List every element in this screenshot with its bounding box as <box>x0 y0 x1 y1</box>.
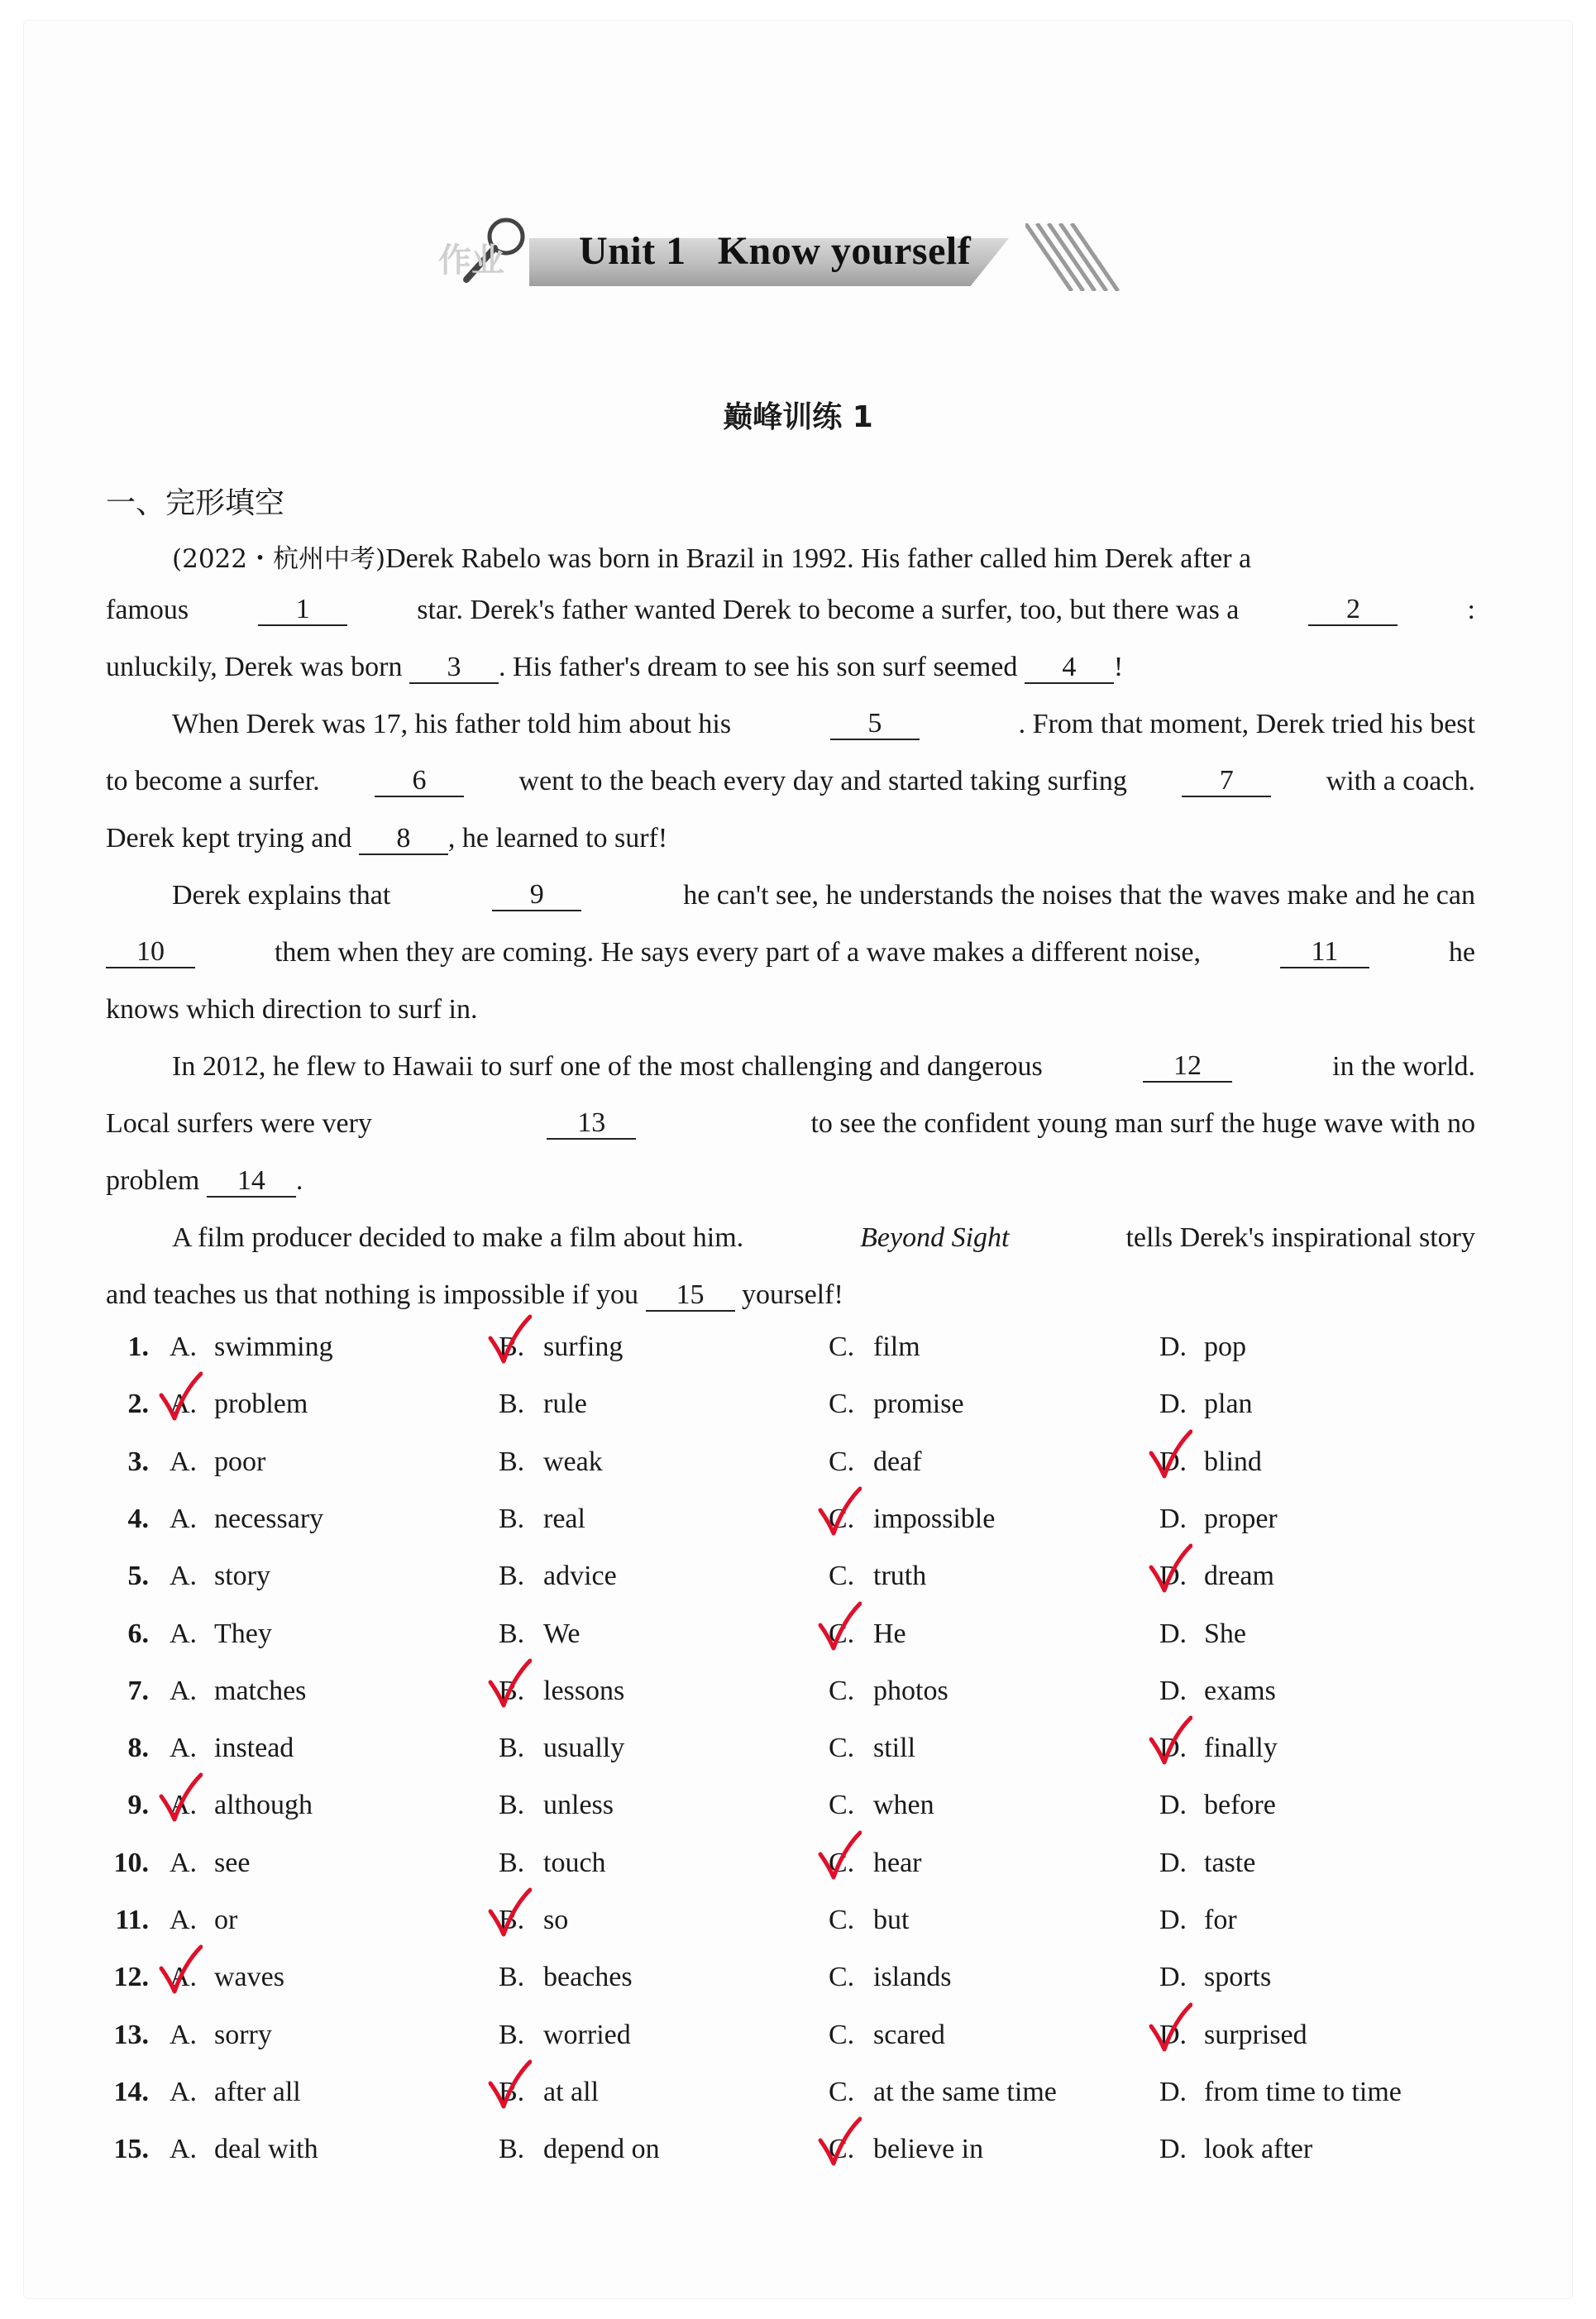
option-text: see <box>214 1847 251 1878</box>
option-letter: A. <box>170 1905 198 1935</box>
option-text: when <box>873 1790 934 1821</box>
passage-line <box>106 538 1475 575</box>
option-d[interactable] <box>1159 1619 1246 1650</box>
option-text: rule <box>543 1389 587 1420</box>
option-text: sports <box>1204 1962 1272 1993</box>
unit-title <box>579 228 971 274</box>
question-number: 6. <box>127 1618 149 1649</box>
option-c[interactable] <box>829 1676 949 1707</box>
passage-text: unluckily, Derek was born <box>106 652 403 682</box>
passage-text: When Derek was 17, his father told him about his <box>172 709 732 739</box>
option-letter: D. <box>1159 1847 1187 1878</box>
check-mark-icon <box>487 1313 532 1366</box>
option-a[interactable] <box>170 1504 323 1535</box>
option-letter: C. <box>829 1446 855 1477</box>
option-text: promise <box>873 1389 964 1420</box>
question-row <box>0 1733 1596 1782</box>
passage-text: went to the beach every day and started taking surfing <box>518 766 1127 796</box>
passage-line <box>106 994 478 1026</box>
option-letter: A. <box>170 1332 198 1362</box>
check-mark-icon <box>1148 1542 1192 1595</box>
question-number: 14. <box>113 2076 149 2107</box>
option-text: matches <box>214 1675 307 1706</box>
blank-2: 2 <box>1308 595 1398 626</box>
option-text: lessons <box>543 1675 625 1706</box>
option-text: believe in <box>873 2134 984 2165</box>
option-text: deal with <box>214 2134 318 2165</box>
option-a[interactable] <box>170 2077 301 2108</box>
option-a[interactable] <box>170 1332 333 1363</box>
question-number: 7. <box>127 1675 149 1706</box>
svg-text:作业: 作业 <box>438 241 504 280</box>
question-row <box>0 2134 1596 2183</box>
blank-5: 5 <box>830 709 920 740</box>
option-text: sorry <box>214 2019 272 2050</box>
option-c[interactable] <box>829 1733 915 1764</box>
option-text: advice <box>543 1561 617 1592</box>
option-text: proper <box>1204 1503 1278 1534</box>
question-row <box>0 1848 1596 1897</box>
option-letter: B. <box>499 1847 525 1878</box>
passage-line <box>106 652 1123 684</box>
option-letter: B. <box>499 1905 525 1935</box>
option-d[interactable] <box>1159 2077 1402 2108</box>
section-title: 巅峰训练 1 <box>723 400 873 434</box>
passage-text: . From that moment, Derek tried his best <box>1018 709 1475 739</box>
passage-text: . His father's dream to see his son surf seemed <box>498 652 1018 682</box>
option-a[interactable] <box>170 2020 272 2051</box>
passage-text: ! <box>1113 652 1124 682</box>
passage-text: tells Derek's inspirational story <box>1125 1222 1475 1253</box>
option-text: usually <box>543 1733 625 1764</box>
option-text: pop <box>1204 1332 1246 1362</box>
option-letter: C. <box>829 1962 855 1993</box>
option-a[interactable] <box>170 2134 318 2165</box>
passage-text: in the world. <box>1332 1051 1475 1082</box>
option-letter: B. <box>499 1389 525 1420</box>
option-text: blind <box>1204 1446 1262 1477</box>
option-letter: D. <box>1159 1446 1187 1477</box>
option-d[interactable] <box>1159 1389 1253 1420</box>
passage-text: Local surfers were very <box>106 1108 372 1139</box>
option-letter: A. <box>170 1561 198 1592</box>
passage-text: he can't see, he understands the noises that the waves make and he can <box>683 880 1475 911</box>
passage-line <box>106 937 1475 968</box>
option-text: film <box>873 1332 920 1362</box>
option-a[interactable] <box>170 1905 237 1936</box>
option-letter: B. <box>499 1561 525 1592</box>
passage-line <box>106 766 1475 797</box>
option-text: or <box>214 1905 238 1935</box>
option-letter: C. <box>829 1618 855 1649</box>
check-mark-icon <box>1148 1714 1192 1767</box>
option-letter: D. <box>1159 1675 1187 1706</box>
option-b[interactable] <box>499 1848 606 1879</box>
option-d[interactable] <box>1159 1905 1237 1936</box>
option-letter: B. <box>499 1332 525 1362</box>
blank-3: 3 <box>409 653 499 684</box>
blank-13: 13 <box>547 1108 636 1140</box>
option-letter: D. <box>1159 1733 1187 1764</box>
option-a[interactable] <box>170 1848 250 1879</box>
option-text: We <box>543 1618 581 1649</box>
passage-text: and teaches us that nothing is impossible if you <box>106 1279 639 1310</box>
option-text: look after <box>1204 2134 1313 2165</box>
option-text: real <box>543 1503 585 1534</box>
question-row <box>0 1504 1596 1553</box>
check-mark-icon <box>817 2116 862 2168</box>
option-letter: C. <box>829 2134 855 2165</box>
option-letter: D. <box>1159 1561 1187 1592</box>
option-text: before <box>1204 1790 1276 1821</box>
option-letter: C. <box>829 1675 855 1706</box>
option-letter: B. <box>499 2134 525 2165</box>
check-mark-icon <box>487 2058 532 2111</box>
option-text: taste <box>1204 1847 1256 1878</box>
option-letter: C. <box>829 1503 855 1534</box>
question-number: 10. <box>113 1847 149 1878</box>
option-c[interactable] <box>829 1790 934 1821</box>
option-letter: A. <box>170 2019 198 2050</box>
option-letter: D. <box>1159 1389 1187 1420</box>
option-b[interactable] <box>499 1790 614 1821</box>
question-row <box>0 1446 1596 1496</box>
passage-line <box>172 880 1475 911</box>
option-text: depend on <box>543 2134 660 2165</box>
option-c[interactable] <box>829 2020 945 2051</box>
film-title: Beyond Sight <box>860 1222 1010 1253</box>
passage-text: star. Derek's father wanted Derek to become a surfer, too, but there was a <box>417 595 1240 625</box>
blank-1: 1 <box>258 595 347 626</box>
question-row <box>0 2020 1596 2069</box>
blank-7: 7 <box>1182 766 1271 797</box>
passage-line <box>106 1279 843 1312</box>
option-letter: C. <box>829 1561 855 1592</box>
unit-number: Unit 1 <box>579 229 686 273</box>
option-letter: A. <box>170 1847 198 1878</box>
question-row <box>0 2077 1596 2126</box>
option-c[interactable] <box>829 1561 926 1592</box>
option-letter: C. <box>829 2076 855 2107</box>
option-letter: B. <box>499 1446 525 1477</box>
option-letter: C. <box>829 1733 855 1764</box>
option-letter: D. <box>1159 1905 1187 1935</box>
passage-text: . <box>295 1165 303 1196</box>
blank-4: 4 <box>1025 653 1114 684</box>
option-letter: C. <box>829 2019 855 2050</box>
question-row <box>0 1790 1596 1839</box>
page-background <box>23 20 1573 2299</box>
option-letter: A. <box>170 1962 198 1993</box>
passage-line <box>106 595 1475 626</box>
passage-text: Derek Rabelo was born in Brazil in 1992. His father called him Derek after a <box>385 543 1252 574</box>
option-text: swimming <box>214 1332 333 1362</box>
blank-6: 6 <box>375 766 464 797</box>
option-d[interactable] <box>1159 1504 1278 1535</box>
question-row <box>0 1561 1596 1610</box>
passage-text: to see the confident young man surf the huge wave with no <box>810 1108 1475 1139</box>
option-text: poor <box>214 1446 266 1477</box>
option-text: impossible <box>873 1503 996 1534</box>
question-number: 15. <box>113 2134 149 2165</box>
option-text: story <box>214 1561 270 1592</box>
option-letter: C. <box>829 1389 855 1420</box>
option-a[interactable] <box>170 1561 270 1592</box>
option-text: at the same time <box>873 2076 1057 2107</box>
option-text: plan <box>1204 1389 1253 1420</box>
option-b[interactable] <box>499 1504 585 1535</box>
check-mark-icon <box>158 1944 203 1996</box>
option-letter: D. <box>1159 1790 1187 1821</box>
option-letter: B. <box>499 2019 525 2050</box>
question-number: 11. <box>115 1905 149 1935</box>
passage-text: A film producer decided to make a film about him. <box>172 1222 744 1253</box>
passage-text: knows which direction to surf in. <box>106 994 478 1025</box>
option-b[interactable] <box>499 1962 633 1993</box>
question-number: 4. <box>127 1503 149 1534</box>
question-row <box>0 1389 1596 1438</box>
check-mark-icon <box>487 1657 532 1710</box>
check-mark-icon <box>817 1829 862 1882</box>
option-letter: A. <box>170 2134 198 2165</box>
option-text: hear <box>873 1847 922 1878</box>
option-a[interactable] <box>170 1619 272 1650</box>
option-c[interactable] <box>829 1332 920 1363</box>
option-text: touch <box>543 1847 606 1878</box>
option-text: deaf <box>873 1446 922 1477</box>
question-row <box>0 1676 1596 1725</box>
option-d[interactable] <box>1159 1848 1255 1879</box>
option-letter: B. <box>499 1618 525 1649</box>
passage-text: yourself! <box>742 1279 843 1310</box>
option-text: but <box>873 1905 910 1935</box>
passage-line <box>172 1051 1475 1083</box>
option-letter: B. <box>499 2076 525 2107</box>
passage-text: famous <box>106 595 189 625</box>
source-label: (2022・杭州中考) <box>172 544 386 574</box>
check-mark-icon <box>487 1886 532 1939</box>
option-text: surprised <box>1204 2019 1307 2050</box>
option-letter: D. <box>1159 2019 1187 2050</box>
option-c[interactable] <box>829 1446 922 1478</box>
question-number: 1. <box>127 1332 149 1362</box>
option-text: after all <box>214 2076 301 2107</box>
option-letter: D. <box>1159 1962 1187 1993</box>
option-c[interactable] <box>829 1905 909 1936</box>
option-letter: A. <box>170 1389 198 1420</box>
option-letter: A. <box>170 1503 198 1534</box>
passage-line <box>106 1108 1475 1140</box>
option-b[interactable] <box>499 1619 580 1650</box>
option-text: finally <box>1204 1733 1278 1764</box>
option-b[interactable] <box>499 1389 587 1420</box>
option-b[interactable] <box>499 1561 617 1592</box>
option-text: still <box>873 1733 916 1764</box>
passage-text: them when they are coming. He says every part of a wave makes a different noise, <box>274 937 1201 968</box>
question-number: 13. <box>113 2019 149 2050</box>
blank-15: 15 <box>646 1280 735 1312</box>
question-row <box>0 1962 1596 2011</box>
check-mark-icon <box>158 1772 203 1824</box>
blank-10: 10 <box>106 937 195 968</box>
question-number: 12. <box>113 1962 149 1993</box>
question-number: 2. <box>127 1389 149 1420</box>
check-mark-icon <box>1148 2001 1192 2054</box>
option-letter: D. <box>1159 1503 1187 1534</box>
option-letter: A. <box>170 2076 198 2107</box>
option-letter: A. <box>170 1675 198 1706</box>
option-d[interactable] <box>1159 1332 1246 1363</box>
banner-stripes <box>1025 223 1125 291</box>
blank-14: 14 <box>207 1166 296 1198</box>
unit-banner <box>430 213 1125 294</box>
option-letter: B. <box>499 1733 525 1764</box>
option-text: photos <box>873 1675 949 1706</box>
passage-text: with a coach. <box>1326 766 1475 796</box>
option-text: so <box>543 1905 569 1935</box>
option-d[interactable] <box>1159 1676 1276 1707</box>
option-letter: C. <box>829 1790 855 1821</box>
option-d[interactable] <box>1159 1962 1271 1993</box>
question-number: 3. <box>127 1446 149 1477</box>
option-text: problem <box>214 1389 308 1420</box>
option-letter: B. <box>499 1675 525 1706</box>
question-row <box>0 1332 1596 1381</box>
passage-text: problem <box>106 1165 200 1196</box>
option-letter: A. <box>170 1790 198 1821</box>
option-letter: B. <box>499 1962 525 1993</box>
option-letter: C. <box>829 1847 855 1878</box>
option-text: surfing <box>543 1332 624 1362</box>
check-mark-icon <box>817 1485 862 1538</box>
option-text: dream <box>1204 1561 1274 1592</box>
option-text: islands <box>873 1962 952 1993</box>
magnifier-logo-icon <box>430 213 546 294</box>
option-b[interactable] <box>499 2134 660 2165</box>
option-text: She <box>1204 1618 1246 1649</box>
blank-11: 11 <box>1280 937 1369 968</box>
blank-9: 9 <box>492 880 581 911</box>
option-a[interactable] <box>170 1733 294 1764</box>
option-letter: A. <box>170 1733 198 1764</box>
option-text: beaches <box>543 1962 633 1993</box>
option-letter: B. <box>499 1503 525 1534</box>
option-text: weak <box>543 1446 603 1477</box>
option-c[interactable] <box>829 1962 951 1993</box>
option-letter: C. <box>829 1332 855 1362</box>
passage-text: In 2012, he flew to Hawaii to surf one of the most challenging and dangerous <box>172 1051 1043 1082</box>
question-row <box>0 1905 1596 1954</box>
option-c[interactable] <box>829 1389 964 1420</box>
question-number: 9. <box>127 1790 149 1821</box>
option-letter: D. <box>1159 2134 1187 2165</box>
option-text: waves <box>214 1962 284 1993</box>
option-a[interactable] <box>170 1676 306 1707</box>
question-number: 8. <box>127 1733 149 1764</box>
option-text: worried <box>543 2019 631 2050</box>
passage-line <box>172 709 1475 740</box>
option-text: at all <box>543 2076 600 2107</box>
option-text: truth <box>873 1561 927 1592</box>
passage-line <box>172 1222 1475 1254</box>
option-letter: D. <box>1159 2076 1187 2107</box>
option-text: for <box>1204 1905 1237 1935</box>
passage-text: : <box>1467 595 1475 625</box>
check-mark-icon <box>817 1600 862 1653</box>
option-text: necessary <box>214 1503 324 1534</box>
unit-name: Know yourself <box>717 229 972 273</box>
blank-12: 12 <box>1143 1051 1232 1083</box>
passage-line <box>106 1165 303 1198</box>
question-number: 5. <box>127 1561 149 1592</box>
option-d[interactable] <box>1159 1790 1276 1821</box>
check-mark-icon <box>1148 1428 1192 1481</box>
blank-8: 8 <box>359 824 448 855</box>
option-b[interactable] <box>499 1733 624 1764</box>
option-letter: A. <box>170 1618 198 1649</box>
check-mark-icon <box>158 1370 203 1423</box>
option-text: scared <box>873 2019 945 2050</box>
passage-line <box>106 823 667 855</box>
option-text: He <box>873 1618 906 1649</box>
passage-text: he <box>1448 937 1475 968</box>
option-text: They <box>214 1618 272 1649</box>
option-letter: D. <box>1159 1332 1187 1362</box>
part-heading: 一、完形填空 <box>106 486 285 520</box>
option-letter: D. <box>1159 1618 1187 1649</box>
option-a[interactable] <box>170 1446 265 1478</box>
option-c[interactable] <box>829 2077 1057 2108</box>
question-row <box>0 1619 1596 1668</box>
option-d[interactable] <box>1159 2134 1312 2165</box>
option-letter: B. <box>499 1790 525 1821</box>
option-b[interactable] <box>499 1446 603 1478</box>
option-letter: A. <box>170 1446 198 1477</box>
passage-text: Derek kept trying and <box>106 823 352 853</box>
option-b[interactable] <box>499 2020 631 2051</box>
option-text: instead <box>214 1733 294 1764</box>
passage-text: Derek explains that <box>172 880 391 911</box>
passage-text: , he learned to surf! <box>447 823 668 853</box>
option-text: exams <box>1204 1675 1276 1706</box>
option-text: although <box>214 1790 313 1821</box>
option-text: unless <box>543 1790 614 1821</box>
option-letter: C. <box>829 1905 855 1935</box>
option-text: from time to time <box>1204 2076 1402 2107</box>
passage-text: to become a surfer. <box>106 766 320 796</box>
